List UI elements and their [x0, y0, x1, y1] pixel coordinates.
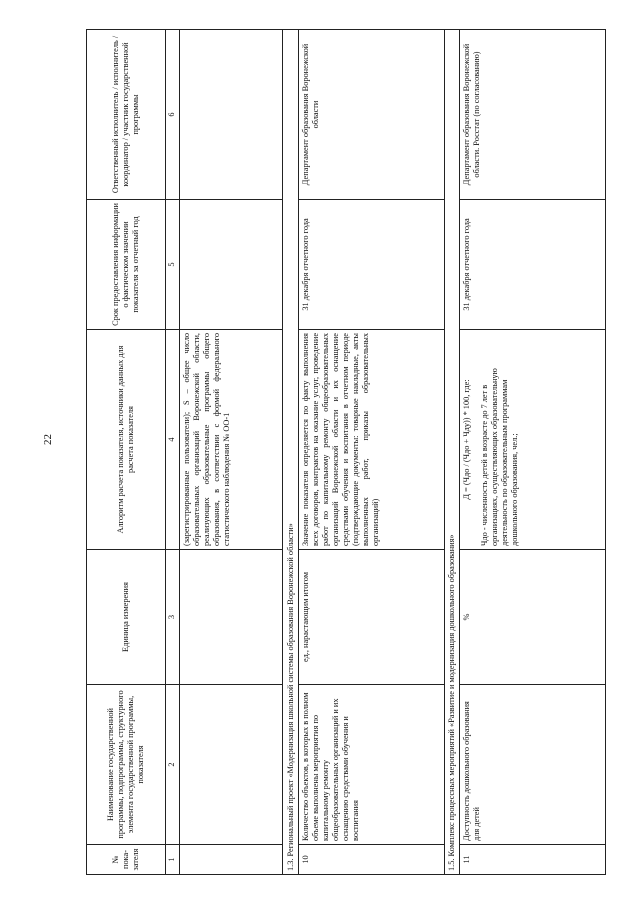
rotated-table-container — [86, 30, 606, 875]
header-term: Срок предоставления информации о фактическом значении показателя за отчетный год — [87, 200, 166, 330]
indicator-unit: ед., нарастающим итогом — [298, 550, 444, 685]
formula-legend: Чдо - численность детей в возрасте до 7 лет в организациях, осуществляющих образовательную деятельность по образовательным программам дошкольного образования, чел.; — [480, 368, 520, 546]
page-number: 22 — [42, 434, 54, 445]
col-number: 3 — [166, 550, 180, 685]
table-row — [460, 30, 606, 875]
col-number: 4 — [166, 330, 180, 550]
header-unit: Единица измерения — [87, 550, 166, 685]
header-row — [87, 30, 166, 875]
section-title: 1.3. Региональный проект «Модернизация школьной системы образования Воронежской области» — [283, 30, 299, 875]
indicators-table — [86, 29, 606, 875]
section-title: 1.5. Комплекс процессных мероприятий «Развитие и модернизация дошкольного образования» — [444, 30, 460, 875]
section-row — [283, 30, 299, 875]
col-number: 2 — [166, 685, 180, 845]
indicator-name: Количество объектов, в которых в полном объеме выполнены мероприятия по капитальному ремонту общеобразовательных организаций и их оснащению средствами обучения и воспитания — [298, 685, 444, 845]
header-algorithm: Алгоритм расчета показателя, источники данных для расчета показателя — [87, 330, 166, 550]
table-row — [179, 30, 282, 875]
col-number: 6 — [166, 30, 180, 200]
responsible-cell: Департамент образования Воронежской области — [298, 30, 444, 200]
term-cell: 31 декабря отчетного года — [460, 200, 606, 330]
header-num: № пока-зателя — [87, 845, 166, 875]
col-number: 5 — [166, 200, 180, 330]
table-row — [298, 30, 444, 875]
responsible-cell: Департамент образования Воронежской области. Росстат (по согласованию) — [460, 30, 606, 200]
section-row — [444, 30, 460, 875]
indicator-num: 11 — [460, 845, 606, 875]
algorithm-cell: Значение показателя определяется по факту выполнения всех договоров, контрактов на оказание услуг, проведение работ по капитальному ремонту общеобразовательных организаций Воронежской области и их оснащение средствами обучения и воспитания в отчетном периоде (подтверждающие документы: товарные накладные, акты выполненных работ, приказы образовательных организаций) — [298, 330, 444, 550]
algorithm-cell — [460, 330, 606, 550]
header-responsible: Ответственный исполнитель / исполнитель / координатор / участник государственной программы — [87, 30, 166, 200]
formula: Д = (Чдо / (Чдо + Чду)) * 100, где: — [462, 379, 472, 500]
term-cell: 31 декабря отчетного года — [298, 200, 444, 330]
header-name: Наименование государственной программы, подпрограммы, структурного элемента государственной программы, показателя — [87, 685, 166, 845]
indicator-unit: % — [460, 550, 606, 685]
indicator-num: 10 — [298, 845, 444, 875]
indicator-name: Доступность дошкольного образования для детей — [460, 685, 606, 845]
col-number: 1 — [166, 845, 180, 875]
algorithm-cell: (зарегистрированные пользователи); S – общее число образовательных организаций Воронежской области, реализующих образовательные программы общего образования, в соответствии с формой федерального статистического наблюдения № ОО-1 — [179, 330, 282, 550]
column-numbers-row — [166, 30, 180, 875]
